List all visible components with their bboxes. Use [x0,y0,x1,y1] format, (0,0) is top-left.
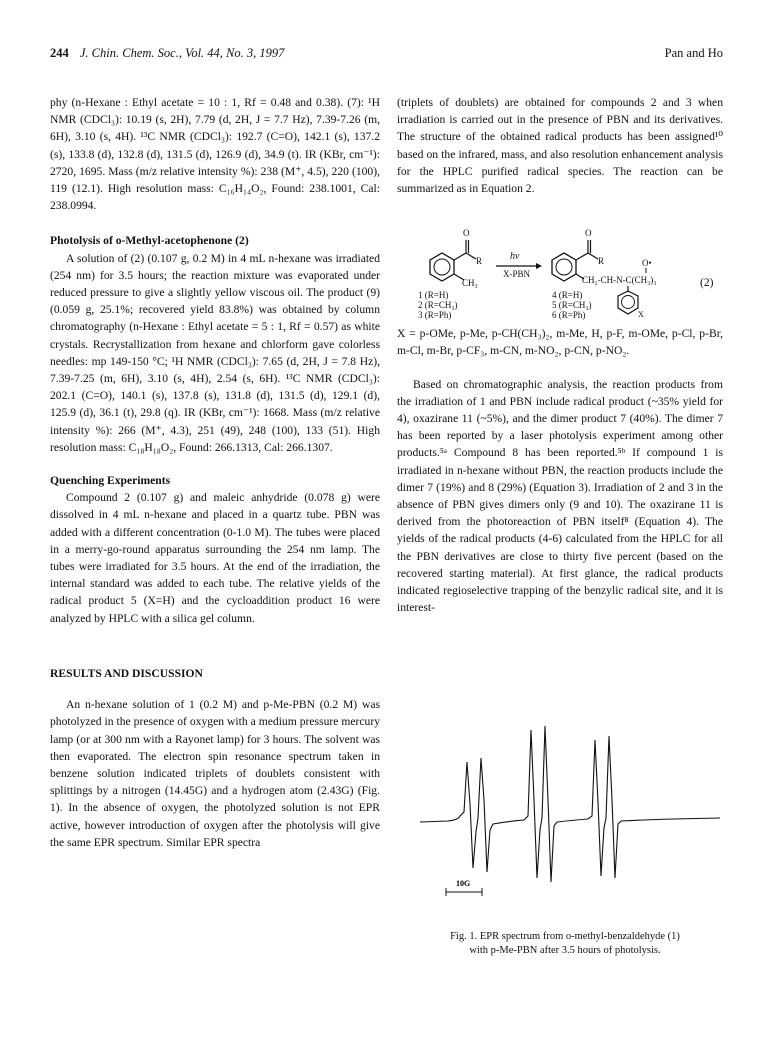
scheme-drawing [410,228,720,338]
heading-results: RESULTS AND DISCUSSION [50,666,203,680]
caption-continuation: with p-Me-PBN after 3.5 hours of photolysis. [469,945,661,956]
substituent-list: X = p-OMe, p-Me, p-CH(CH₃)₂, m-Me, H, p-F, m-OMe, p-Cl, p-Br, m-Cl, m-Br, p-CF₃, m-CN, m-NO₂, p-CN, p-NO₂. [397,327,723,358]
equation-number: (2) [700,276,714,289]
product-list [552,290,591,320]
reagent-label: X-PBN [503,269,531,279]
heading-photolysis: Photolysis of o-Methyl-acetophenone (2) [50,234,249,248]
photolysis-paragraph: A solution of (2) (0.107 g, 0.2 M) in 4 mL n-hexane was irradiated (254 nm) for 3.5 hours; the reaction mixture was evaporated under reduced pressure to give a slightly yellow viscous oil. The product (9) (0.059 g, 25.1%; recovered yield 83.8%) was obtained by column chromatography (n-Hexane : Ethyl acetate = 5 : 1, Rf = 0.57) as white crystals. Recrystallization from hexane and chlorform gave colorless needles: mp 149-150 °C; ¹H NMR (CDCl₃): 7.65 (d, 2H, J = 7.8 Hz), 7.39-7.25 (m, 6H), 3.10 (s, 4H), 2.54 (s, 6H). ¹³C NMR (CDCl₃): 202.1 (C=O), 140.1 (s), 137.8 (s), 131.8 (d), 131.5 (d), 129.1 (d), 125.9 (d), 36.1 (t), 29.8 (q). IR (KBr, cm⁻¹): 1668. Mass (m/z relative intensity %): 266 (M⁺, 4.3), 251 (49), 248 (100), 133 (51). High resolution mass: C₁₈H₁₈O₂, Found: 266.1313, Cal: 266.1307. [50,251,380,454]
product-5: 5 (R=CH₃) [552,300,592,310]
c-r-bond-right [588,253,598,259]
aromatic-circle-x [622,296,635,309]
arrow-head [536,263,542,269]
epr-spectrum [420,700,720,910]
quenching-paragraph: Compound 2 (0.107 g) and maleic anhydride (0.078 g) were dissolved in 4 mL n-hexane and placed in a quartz tube. PBN was added with a different concentration (0-1.0 M). The tubes were placed in a merry-go-round apparatus surrounding the 254 nm lamp. The tubes were irradiated for 3.5 hours. At the end of the irradiation, the internal standard was added to each tube. The relative yields of the radical product 5 (X=H) and the cycloaddition product 16 were analyzed by HPLC with a silica gel column. [50,491,380,625]
c-r-bond-left [466,253,476,259]
carbonyl-bond-left [454,253,466,260]
hv-label: hν [510,251,520,262]
heading-quenching: Quenching Experiments [50,474,171,488]
right-column [397,94,723,616]
oxygen-right: O [585,228,592,238]
r-left: R [476,256,483,266]
results-paragraph: An n-hexane solution of 1 (0.2 M) and p-Me-PBN (0.2 M) was photolyzed in the presence of oxygen with a medium pressure mercury lamp (or at 300 nm with a Rayonet lamp) for 3 hours. The solvent was then evaporated. The electron spin resonance spectrum taken in benzene solution indicated triplets of doublets consistent with splittings by a nitrogen (14.45G) and a hydrogen atom (2.43G) (Fig. 1). In the absence of oxygen, the photolyzed solution is not EPR active, however introduction of oxygen after the photolysis will give the same EPR spectrum. Similar EPR spectra [50,698,380,849]
left-column [50,94,380,851]
r-right: R [598,256,605,266]
page-header [50,46,723,66]
product-4: 4 (R=H) [552,290,583,300]
x-substituent: X [638,310,644,319]
caption-text: EPR spectrum from o-methyl-benzaldehyde (1) [479,931,680,942]
product-6: 6 (R=Ph) [552,310,586,320]
carbonyl-bond-right [576,253,588,260]
reactant-2: 2 (R=CH₃) [418,300,458,310]
epr-spectrum-figure [420,700,720,910]
methyl-label: CH₃ [462,278,478,288]
reactant-3: 3 (R=Ph) [418,310,452,320]
side-chain: CH₂-CH-N-C(CH₃)₃ [582,275,657,285]
epr-trace [420,726,720,882]
aryl-ring-x [618,291,638,314]
caption-lead: Fig. 1. [450,931,478,942]
journal-citation: J. Chin. Chem. Soc., Vol. 44, No. 3, 1997 [79,46,285,60]
reaction-scheme [410,228,720,338]
running-authors: Pan and Ho [664,46,723,60]
page-number: 244 [50,46,69,60]
reactant-list [418,290,457,320]
reactant-1: 1 (R=H) [418,290,449,300]
aromatic-circle-left [434,259,450,275]
analysis-paragraph: Based on chromatographic analysis, the reaction products from the irradiation of 1 and PBN include radical product (~35% yield for 4), oxazirane 11 (~5%), and the dimer product 7 (40%). The dimer 7 has been reported by a laser photolysis experiment among other products.⁵ᵃ Compound 8 has been reported.⁵ᵇ If compound 1 is irradiated in n-hexane without PBN, the reaction products include the dimer 7 (19%) and 8 (29%) (Equation 3). Irradiation of 2 and 3 in the absence of PBN gives dimers only (9 and 10). The oxazirane 11 is derived from the photoreaction of PBN itself⁸ (Equation 4). The yields of the radical products (4-6) calculated from the HPLC for all the PBN derivatives are close to thirty five percent (based on the recovered starting material). At first glance, the radical products indicated regioselective trapping of the benzylic radical site, and it is interest- [397,377,723,615]
intro-paragraph: (triplets of doublets) are obtained for compounds 2 and 3 when irradiation is carried out in the presence of PBN and its derivatives. The structure of the obtained radical products has been assigned¹⁰ based on the infrared, mass, and also resolution enhancement analysis for the HPLC purified radical species. The reaction can be summarized as in Equation 2. [397,96,723,196]
oxygen-left: O [463,228,470,238]
aromatic-circle-right [556,259,572,275]
nmr-data-paragraph: phy (n-Hexane : Ethyl acetate = 10 : 1, Rf = 0.48 and 0.38). (7): ¹H NMR (CDCl₃): 10.19 (s, 2H), 7.79 (d, 2H, J = 7.7 Hz), 7.39-7.26 (m, 6H), 3.10 (s, 4H). ¹³C NMR (CDCl₃): 192.7 (C=O), 142.1 (s), 137.2 (s), 133.8 (d), 132.8 (d), 131.5 (d), 126.9 (d), 34.9 (t). IR (KBr, cm⁻¹): 2720, 1695. Mass (m/z relative intensity %): 238 (M⁺, 4.5), 220 (100), 119 (12.1). High resolution mass: C₁₆H₁₄O₂, Found: 238.1001, Cal: 238.0994. [50,96,380,213]
scale-label: 10G [456,879,471,888]
nitroxide-oxygen: O• [642,258,652,268]
figure-caption [405,930,725,958]
header-left [50,46,284,61]
